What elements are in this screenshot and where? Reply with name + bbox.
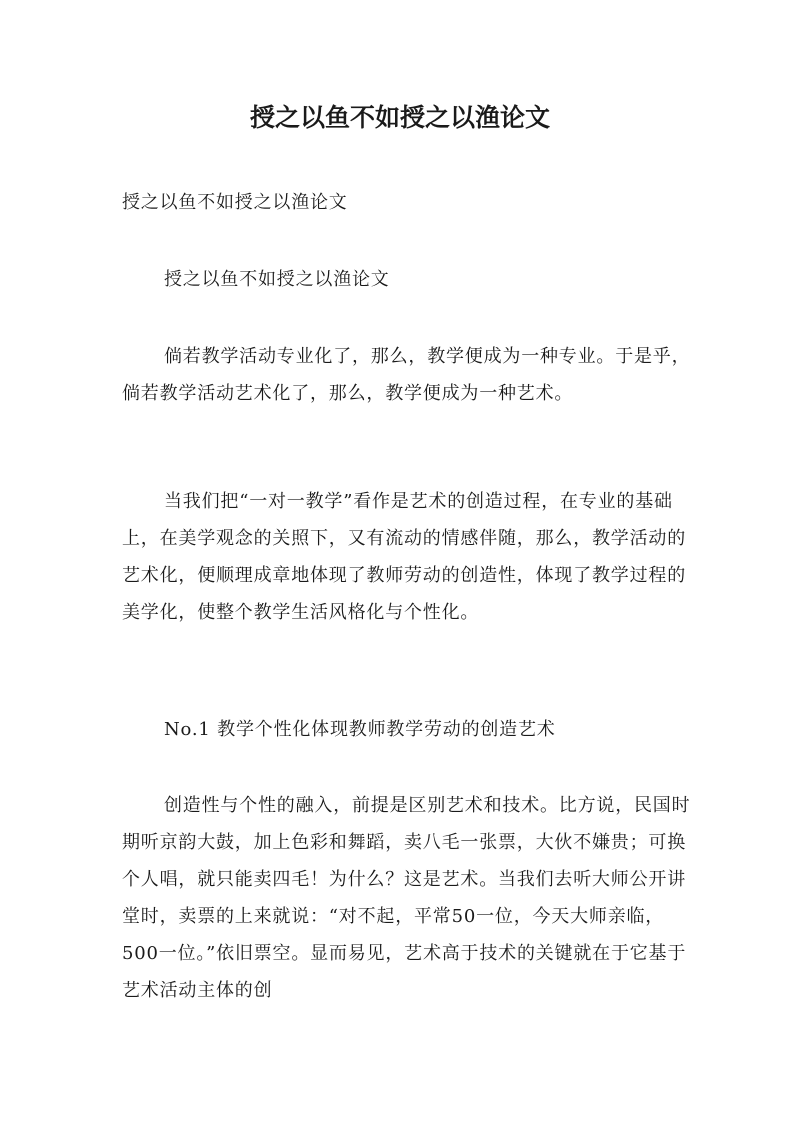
section-heading: No.1 教学个性化体现教师教学劳动的创造艺术 [164, 719, 556, 740]
paragraph-1: 倘若教学活动专业化了，那么，教学便成为一种专业。于是乎，倘若教学活动艺术化了，那么，教学便成为一种艺术。 [122, 346, 691, 404]
document-subtitle: 授之以鱼不如授之以渔论文 [122, 192, 348, 213]
inner-title: 授之以鱼不如授之以渔论文 [164, 269, 390, 290]
paragraph-3: 创造性与个性的融入，前提是区别艺术和技术。比方说，民国时期听京韵大鼓，加上色彩和舞蹈，卖八毛一张票，大伙不嫌贵；可换个人唱，就只能卖四毛！为什么？这是艺术。当我们去听大师公开讲堂时，卖票的上来就说：“对不起，平常50一位，今天大师亲临，500一位。”依旧票空。显而易见，艺术高于技术的关键就在于它基于艺术活动主体的创 [122, 795, 691, 1001]
paragraph-2: 当我们把“一对一教学”看作是艺术的创造过程，在专业的基础上，在美学观念的关照下，又有流动的情感伴随，那么，教学活动的艺术化，便顺理成章地体现了教师劳动的创造性，体现了教学过程的美学化，使整个教学生活风格化与个性化。 [122, 491, 686, 623]
document-title: 授之以鱼不如授之以渔论文 [249, 103, 550, 132]
